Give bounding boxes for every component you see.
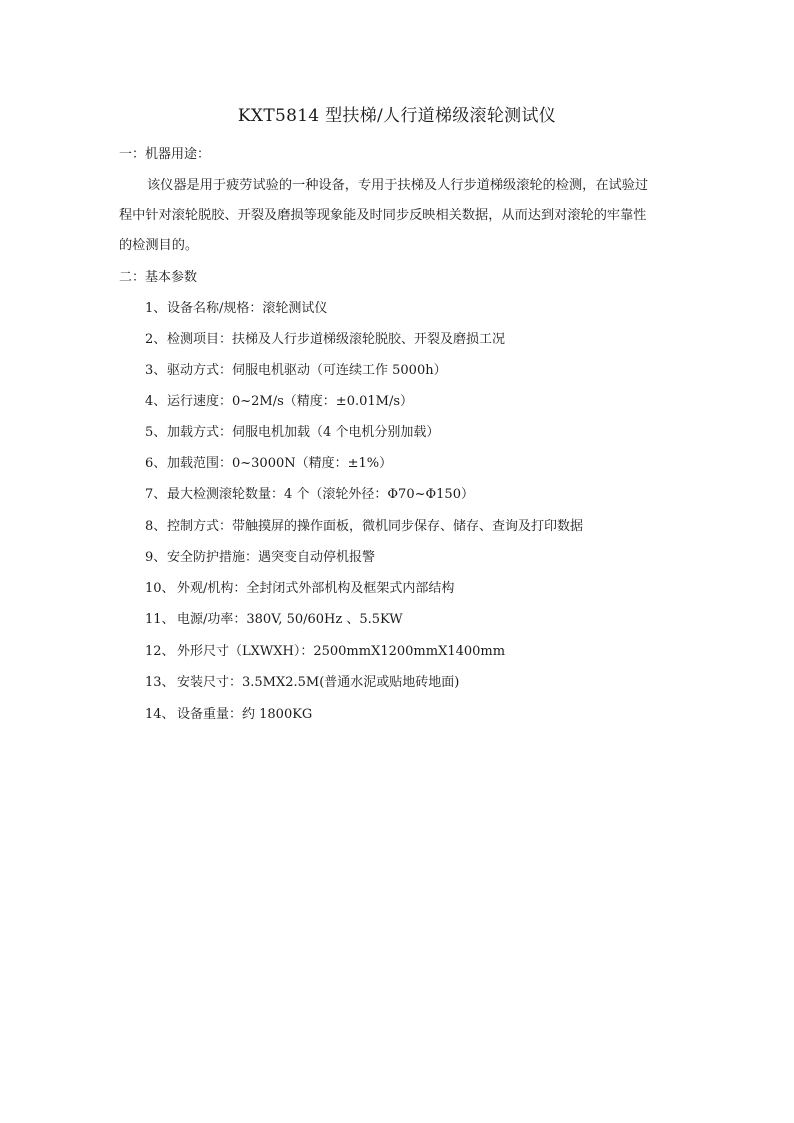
param-text: 控制方式：带触摸屏的操作面板，微机同步保存、储存、查询及打印数据: [167, 519, 584, 534]
param-number: 8、: [145, 519, 167, 534]
param-item: [145, 548, 375, 568]
param-item: [145, 423, 439, 443]
param-item: [145, 579, 454, 599]
param-item: [145, 705, 312, 725]
param-number: 13、: [145, 675, 175, 690]
param-number: 7、: [145, 487, 167, 502]
param-text: 检测项目：扶梯及人行步道梯级滚轮脱胶、开裂及磨损工况: [167, 332, 506, 347]
param-item: [145, 299, 327, 319]
param-number: 12、: [145, 644, 175, 659]
param-text: 加载方式：伺服电机加载（4 个电机分别加载）: [167, 425, 440, 440]
param-number: 9、: [145, 550, 167, 565]
param-text: 设备名称/规格：滚轮测试仪: [167, 301, 328, 316]
usage-paragraph-line: 程中针对滚轮脱胶、开裂及磨损等现象能及时同步反映相关数据，从而达到对滚轮的牢靠性: [119, 208, 647, 223]
param-text: 加载范围：0~3000N（精度：±1%）: [167, 456, 393, 471]
param-number: 5、: [145, 425, 167, 440]
param-text: 驱动方式：伺服电机驱动（可连续工作 5000h）: [167, 363, 447, 378]
param-item: [145, 454, 392, 474]
param-item: [145, 610, 403, 630]
param-item: [145, 517, 583, 537]
section-heading-params: 二：基本参数: [119, 270, 198, 285]
param-number: 3、: [145, 363, 167, 378]
param-number: 14、: [145, 707, 175, 722]
param-number: 2、: [145, 332, 167, 347]
section-heading-usage: 一：机器用途：: [119, 147, 211, 162]
param-number: 4、: [145, 394, 167, 409]
param-text: 设备重量：约 1800KG: [177, 707, 313, 722]
param-text: 电源/功率：380V, 50/60Hz 、5.5KW: [177, 612, 403, 627]
param-number: 6、: [145, 456, 167, 471]
usage-paragraph-line: 的检测目的。: [119, 238, 199, 253]
param-text: 外形尺寸（LXWXH）：2500mmX1200mmX1400mm: [177, 644, 506, 659]
param-item: [145, 361, 447, 381]
param-item: [145, 330, 505, 350]
param-item: [145, 673, 459, 693]
param-number: 1、: [145, 301, 167, 316]
document-title: KXT5814 型扶梯/人行道梯级滚轮测试仪: [237, 106, 557, 126]
param-text: 安装尺寸：3.5MX2.5M(普通水泥或贴地砖地面): [177, 675, 460, 690]
param-number: 11、: [145, 612, 175, 627]
usage-paragraph-line: 该仪器是用于疲劳试验的一种设备，专用于扶梯及人行步道梯级滚轮的检测，在试验过: [147, 178, 649, 193]
param-item: [145, 485, 474, 505]
param-item: [145, 642, 505, 662]
param-text: 安全防护措施：遇突变自动停机报警: [167, 550, 376, 565]
param-number: 10、: [145, 581, 175, 596]
param-text: 最大检测滚轮数量：4 个（滚轮外径：Φ70~Φ150）: [167, 487, 474, 502]
param-item: [145, 392, 413, 412]
param-text: 运行速度：0~2M/s（精度：±0.01M/s）: [167, 394, 413, 409]
param-text: 外观/机构：全封闭式外部机构及框架式内部结构: [177, 581, 455, 596]
